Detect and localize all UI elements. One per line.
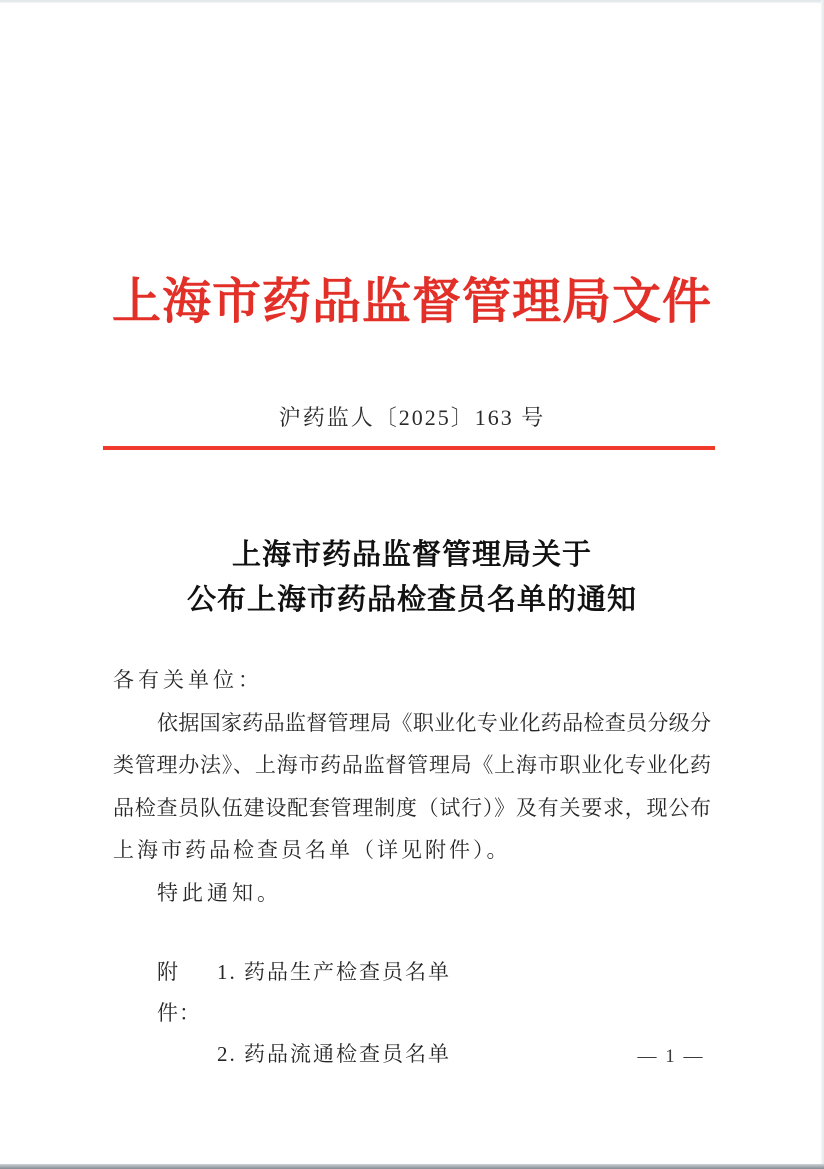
body-text	[113, 659, 711, 914]
attachment-item: 2. 药品流通检查员名单	[217, 1042, 451, 1066]
document-number: 沪药监人〔2025〕163 号	[278, 405, 546, 430]
paragraph-line: 品检查员队伍建设配套管理制度（试行）》及有关要求，现公布	[113, 795, 711, 820]
attachment-row	[157, 1034, 451, 1075]
notice-title-line1: 上海市药品监督管理局关于	[231, 539, 592, 571]
attachment-indent-spacer	[157, 1034, 217, 1075]
paragraph-line: 类管理办法》、上海市药品监督管理局《上海市职业化专业化药	[113, 753, 711, 777]
page-bottom-edge	[0, 1164, 824, 1169]
attachments-block	[157, 952, 451, 1075]
salutation: 各有关单位：	[113, 668, 263, 692]
attachment-row	[157, 952, 451, 1034]
paragraph-line: 依据国家药品监督管理局《职业化专业化药品检查员分级分	[157, 710, 711, 735]
letterhead-title: 上海市药品监督管理局文件	[111, 274, 712, 329]
paragraph-line: 上海市药品检查员名单（详见附件）。	[113, 838, 511, 862]
notice-title	[0, 533, 824, 623]
attachment-item: 1. 药品生产检查员名单	[217, 960, 451, 984]
page-number: — 1 —	[637, 1046, 705, 1067]
red-divider-rule	[103, 446, 715, 450]
page-top-edge	[0, 0, 824, 3]
notice-title-line2: 公布上海市药品检查员名单的通知	[186, 584, 637, 616]
closing-line: 特此通知。	[157, 880, 282, 905]
attachments-label: 附件：	[157, 960, 201, 1025]
